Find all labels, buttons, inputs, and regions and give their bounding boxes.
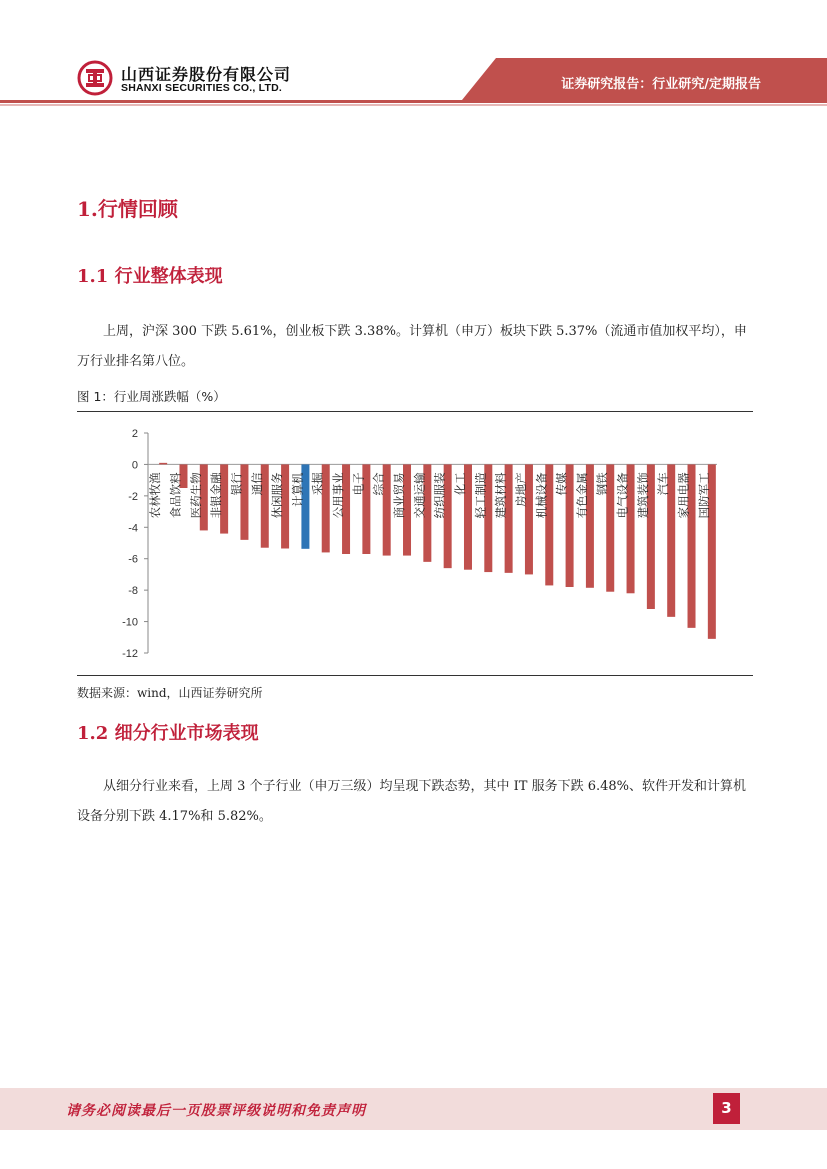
category-label: 通信 xyxy=(249,472,264,496)
category-label: 传媒 xyxy=(554,472,569,496)
page-header xyxy=(0,0,827,110)
y-tick-label: -6 xyxy=(128,553,138,566)
category-label: 建筑装饰 xyxy=(635,472,650,519)
category-label: 食品饮料 xyxy=(168,472,183,519)
category-label: 银行 xyxy=(229,472,244,496)
category-label: 农林牧渔 xyxy=(148,472,163,519)
category-label: 钢铁 xyxy=(595,472,610,496)
category-label: 建筑材料 xyxy=(493,472,508,519)
category-label: 家用电器 xyxy=(676,472,691,519)
subsection-title-sub-industry: 1.2 细分行业市场表现 xyxy=(77,723,259,744)
category-label: 轻工制造 xyxy=(473,472,488,519)
category-label: 采掘 xyxy=(310,472,325,496)
category-label: 化工 xyxy=(452,472,467,496)
company-name-en: SHANXI SECURITIES CO., LTD. xyxy=(121,82,282,94)
header-divider-light xyxy=(0,104,827,106)
paragraph-industry-overall xyxy=(77,317,757,377)
y-tick-label: -2 xyxy=(128,490,138,503)
category-label: 综合 xyxy=(371,472,386,496)
report-type-label: 证券研究报告：行业研究/定期报告 xyxy=(561,77,761,92)
category-label: 电气设备 xyxy=(615,472,630,519)
footer-disclaimer: 请务必阅读最后一页股票评级说明和免责声明 xyxy=(66,1103,366,1119)
category-label: 纺织服装 xyxy=(432,472,447,519)
y-tick-label: -12 xyxy=(122,648,138,660)
figure-title: 图 1：行业周涨跌幅（%） xyxy=(77,389,226,404)
category-label: 房地产 xyxy=(513,472,528,507)
page-number: 3 xyxy=(713,1093,740,1124)
category-label: 国防军工 xyxy=(696,472,711,519)
category-label: 休闲服务 xyxy=(270,472,285,519)
category-label: 非银金融 xyxy=(209,472,224,519)
company-logo-icon xyxy=(77,60,113,96)
y-tick-label: -4 xyxy=(128,522,138,535)
figure-bottom-rule xyxy=(77,675,753,676)
paragraph-text: 上周，沪深 300 下跌 5.61%，创业板下跌 3.38%。计算机（申万）板块下跌 5.37%（流通市值加权平均），申万行业排名第八位。 xyxy=(77,324,747,369)
figure-top-rule xyxy=(77,411,753,412)
company-name-cn: 山西证券股份有限公司 xyxy=(121,65,292,84)
bar-0 xyxy=(159,463,167,465)
industry-weekly-change-chart xyxy=(77,418,753,674)
category-label: 公用事业 xyxy=(331,472,346,519)
category-label: 计算机 xyxy=(290,472,305,507)
y-tick-label: -10 xyxy=(122,616,138,629)
paragraph-text: 从细分行业来看，上周 3 个子行业（申万三级）均呈现下跌态势，其中 IT 服务下跌 6.48%、软件开发和计算机设备分别下跌 4.17%和 5.82%。 xyxy=(77,779,747,824)
category-label: 交通运输 xyxy=(412,472,427,519)
category-label: 机械设备 xyxy=(534,472,549,519)
section-title: 1.行情回顾 xyxy=(77,197,178,221)
figure-source: 数据来源：wind，山西证券研究所 xyxy=(77,686,263,700)
subsection-title-industry-overall: 1.1 行业整体表现 xyxy=(77,266,223,287)
header-divider xyxy=(0,100,827,103)
paragraph-sub-industry xyxy=(77,772,757,832)
y-tick-label: 2 xyxy=(131,428,138,440)
category-label: 有色金属 xyxy=(574,472,589,519)
category-label: 商业贸易 xyxy=(392,472,407,519)
category-label: 医药生物 xyxy=(188,472,203,519)
y-tick-label: -8 xyxy=(128,585,138,598)
category-label: 电子 xyxy=(351,472,366,496)
y-tick-label: 0 xyxy=(131,459,138,472)
category-label: 汽车 xyxy=(656,472,671,496)
